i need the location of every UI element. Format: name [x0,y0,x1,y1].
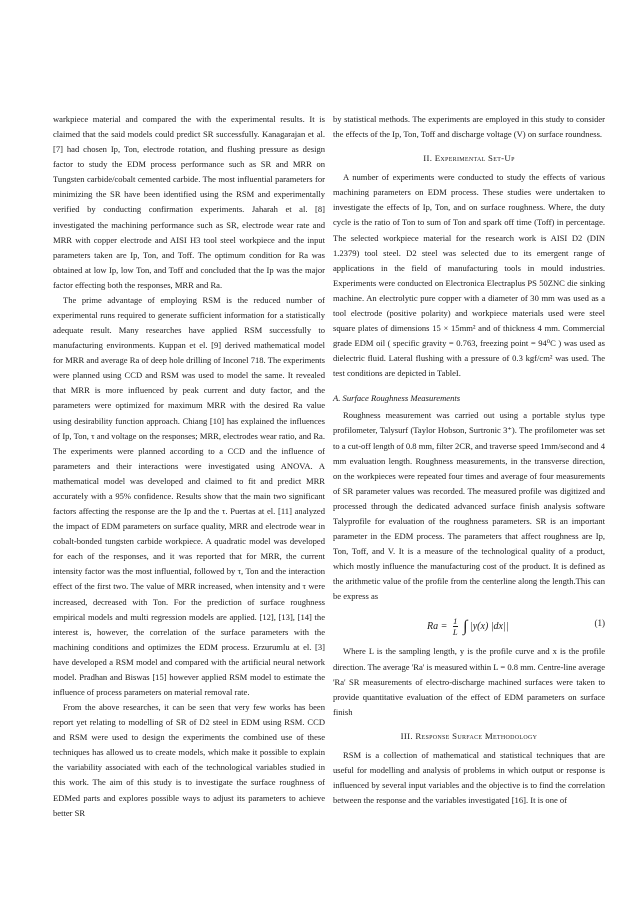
equation-body [427,616,508,637]
equation-fraction [453,616,458,637]
fraction-numerator: 1 [453,616,458,627]
after-equation-paragraph: Where L is the sampling length, y is the profile curve and x is the profile direction. The average 'Ra' is measured within L = 0.8 mm. Centre-line average 'Ra' SR measurements of electro-discharge machined surfaces were taken to provide quantitative evaluation of the effect of EDM parameters on surface finish [333,646,605,717]
right-column [333,112,605,808]
right-intro-paragraph: by statistical methods. The experiments are employed in this study to consider the effects of the Ip, Ton, Toff and discharge voltage (V) on surface roundness. [333,114,605,140]
integral-symbol: ∫ [463,618,468,636]
subsection-heading-surface-roughness: A. Surface Roughness Measurements [333,393,461,404]
fraction-denominator: L [452,627,458,638]
left-paragraph-3: From the above researches, it can be seen that very few works has been report yet relating to modelling of SR of D2 steel in EDM using RSM. CCD and RSM were used to design the experiments the combined use of these techniques has allowed us to create models, which make it possible to explain the variability associated with each of the technological variables studied in this work. The aim of this study is to investigate the surface roughness of EDMed parts and explores possible ways to adjust its parameters to achieve better SR [53,702,325,818]
equation-1 [333,610,605,640]
left-paragraph-2: The prime advantage of employing RSM is the reduced number of experimental runs required to generate sufficient information for a statistically adequate result. Many researches have applied RSM successfully to manufacturing environments. Kuppan et el. [9] derived mathematical model for MRR and average Ra of deep hole drilling of Inconel 718. The experiments were planned using CCD and RSM was used to model the same. It revealed that MRR is more influenced by peak current and duty factor, and the parameters were optimized for maximum MRR with the desired Ra value using desirability function approach. Chiang [10] has explained the influences of Ip, Ton, τ and voltage on the responses; MRR, electrodes wear ratio, and Ra. The experiments were planned according to a CCD and the influence of parameters and their interactions were investigated using ANOVA. A mathematical model was developed and claimed to fit and predict MRR accurately with a 95% confidence. Results show that the main two significant factors affecting the response are the Ip and the τ. Puertas at el. [11] analyzed the impact of EDM parameters on surface quality, MRR and electrode wear in cobalt-bonded tungsten carbide workpiece. A quadratic model was developed for each of the responses, and it was reported that for MRR, the current intensity factor was the most influential, followed by τ, Ton and the interaction effect of the first two. The value of MRR increased, when intensity and τ were increased, decreased with Ton. For the prediction of surface roughness empirical models and multi regression models are applied. [12], [13], [14] the interest is, however, the correlation of the surface parameters with the machining conditions and optimizes the EDM process. Erzurumlu at el. [3] have developed a RSM model and compared with the artificial neural network model. Pradhan and Biswas [15] however applied RSM model to estimate the influence of process parameters on material removal rate. [53,294,325,697]
left-column [53,112,325,821]
equation-rhs: |y(x) |dx|| [469,621,509,633]
equation-lhs: Ra = [427,621,448,633]
rsm-paragraph: RSM is a collection of mathematical and statistical techniques that are useful for modelling and analysis of problems in which output or response is influenced by several input variables and the objective is to find the correlation between the response and the variables investigated [16]. It is one of [333,749,605,806]
section-heading-experimental-setup: II. Experimental Set-Up [423,153,515,164]
left-paragraph-1: warkpiece material and compared the with the experimental results. It is claimed that the said models could predict SR successfully. Kanagarajan et al. [7] had chosen Ip, Ton, electrode rotation, and flushing pressure as design factor to study the EDM process performance such as SR and MRR on Tungsten carbide/cobalt cemented carbide. The most influential parameters for minimizing the SR have been identified using the RSM and experimentally verified by conducting confirmation experiments. Jaharah et al. [8] investigated the machining performance such as SR, electrode wear rate and MRR with copper electrode and AISI H3 tool steel workpiece and the input parameters taken are Ip, Ton, and Toff. The optimum condition for Ra was obtained at low Ip, low Ton, and Toff and concluded that the Ip was the major factor effecting both the responses, MRR and Ra. [53,114,325,290]
equation-number: (1) [594,618,605,629]
section-heading-rsm: III. Response Surface Methodology [400,730,538,741]
surface-roughness-paragraph: Roughness measurement was carried out using a portable stylus type profilometer, Talysurf (Taylor Hobson, Surtronic 3⁺). The profilometer was set to a cut-off length of 0.8 mm, filter 2CR, and traverse speed 1mm/second and 4 mm evaluation length. Roughness measurements, in the transverse direction, on the workpieces were repeated four times and average of four measurements of SR parameter values was recorded. The measured profile was digitized and processed through the dedicated advanced surface finish analysis software Talyprofile for evaluation of the roughness parameters. SR is an important parameter in the EDM process. The parameters that affect roughness are Ip, Ton, Toff, and V. It is a measure of the technological quality of a product, which mostly influence the manufacturing cost of the product. It is defined as the arithmetic value of the profile from the centerline along the length.This can be express as [333,410,605,602]
experimental-setup-paragraph: A number of experiments were conducted to study the effects of various machining parameters on EDM process. These studies were undertaken to investigate the effects of Ip, Ton, and on surface roughness. Where, the duty cycle is the ratio of Ton to sum of Ton and spark off time (Toff) in percentage. The selected workpiece material for the research work is AISI D2 (DIN 1.2379) tool steel. D2 steel was selected due to its emergent range of applications in the field of manufacturing tools in mould industries. Experiments were conducted on Electronica Electraplus PS 50ZNC die sinking machine. An electrolytic pure copper with a diameter of 30 mm was used as a tool electrode (positive polarity) and workpiece materials used were steel square plates of dimensions 15 × 15mm² and of thickness 4 mm. Commercial grade EDM oil ( specific gravity = 0.763, freezing point = 94⁰C ) was used as dielectric fluid. Lateral flushing with a pressure of 0.3 kgf/cm² was used. The test conditions are depicted in TableI. [333,172,605,379]
